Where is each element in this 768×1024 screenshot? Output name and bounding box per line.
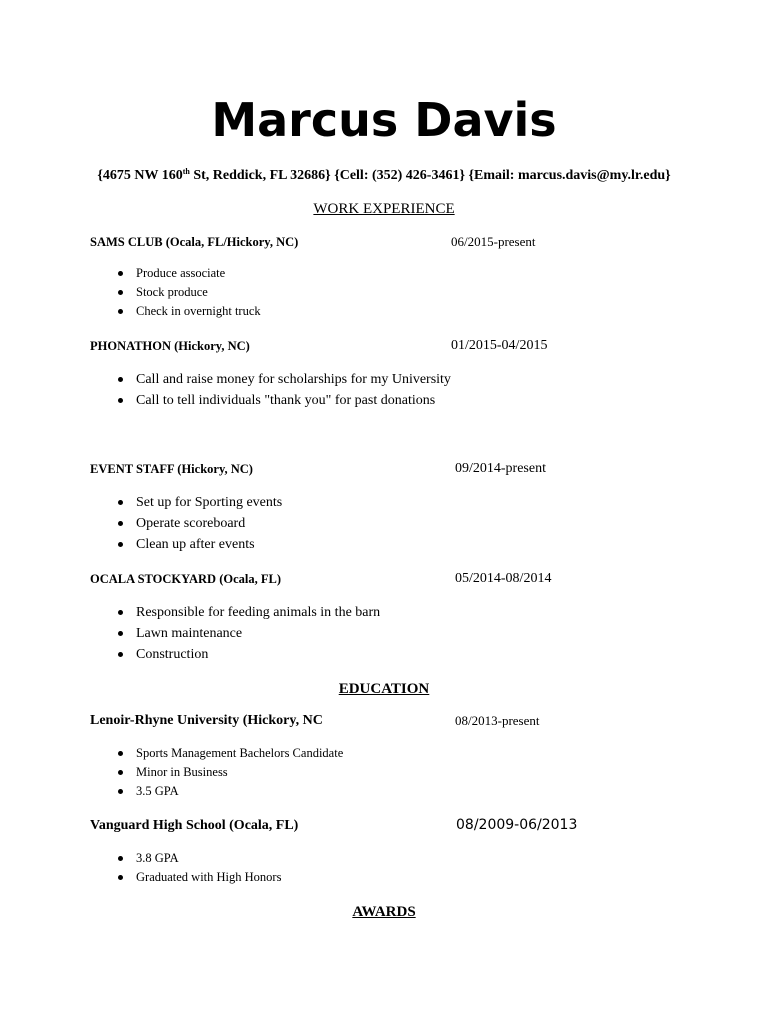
school-dates: 08/2009-06/2013 xyxy=(456,817,578,833)
job-dates: 01/2015-04/2015 xyxy=(451,338,548,353)
education-heading: EDUCATION xyxy=(338,681,430,697)
school-details-list xyxy=(112,849,281,887)
school-name: Lenoir-Rhyne University (Hickory, NC xyxy=(90,713,323,728)
duty-item: Responsible for feeding animals in the barn xyxy=(112,602,380,623)
job-dates: 06/2015-present xyxy=(451,234,536,249)
duty-item: Check in overnight truck xyxy=(112,302,261,321)
work-experience-heading: WORK EXPERIENCE xyxy=(313,201,455,217)
job-dates: 05/2014-08/2014 xyxy=(455,571,552,586)
contact-line xyxy=(0,166,768,186)
detail-item: 3.5 GPA xyxy=(112,782,343,801)
job-employer: EVENT STAFF (Hickory, NC) xyxy=(90,462,253,476)
resume-name: Marcus Davis xyxy=(211,93,557,147)
job-dates: 09/2014-present xyxy=(455,461,546,476)
duty-item: Produce associate xyxy=(112,264,261,283)
job-duties-list xyxy=(112,492,282,555)
duty-item: Operate scoreboard xyxy=(112,513,282,534)
awards-heading: AWARDS xyxy=(352,904,416,920)
contact-address-start: {4675 NW 160 xyxy=(97,168,183,183)
job-duties-list xyxy=(112,264,261,321)
detail-item: Minor in Business xyxy=(112,763,343,782)
job-employer: SAMS CLUB (Ocala, FL/Hickory, NC) xyxy=(90,235,299,249)
detail-item: 3.8 GPA xyxy=(112,849,281,868)
duty-item: Construction xyxy=(112,644,380,665)
job-employer: PHONATHON (Hickory, NC) xyxy=(90,339,250,353)
duty-item: Clean up after events xyxy=(112,534,282,555)
contact-address-superscript: th xyxy=(182,167,190,176)
job-duties-list xyxy=(112,369,451,411)
duty-item: Stock produce xyxy=(112,283,261,302)
job-employer: OCALA STOCKYARD (Ocala, FL) xyxy=(90,572,281,586)
school-details-list xyxy=(112,744,343,801)
school-dates: 08/2013-present xyxy=(455,713,540,728)
detail-item: Sports Management Bachelors Candidate xyxy=(112,744,343,763)
detail-item: Graduated with High Honors xyxy=(112,868,281,887)
school-name: Vanguard High School (Ocala, FL) xyxy=(90,818,299,833)
job-duties-list xyxy=(112,602,380,665)
duty-item: Call and raise money for scholarships for my University xyxy=(112,369,451,390)
contact-address-rest: St, Reddick, FL 32686} {Cell: (352) 426-3461} {Email: marcus.davis@my.lr.edu} xyxy=(189,168,671,183)
duty-item: Set up for Sporting events xyxy=(112,492,282,513)
duty-item: Call to tell individuals "thank you" for past donations xyxy=(112,390,451,411)
duty-item: Lawn maintenance xyxy=(112,623,380,644)
